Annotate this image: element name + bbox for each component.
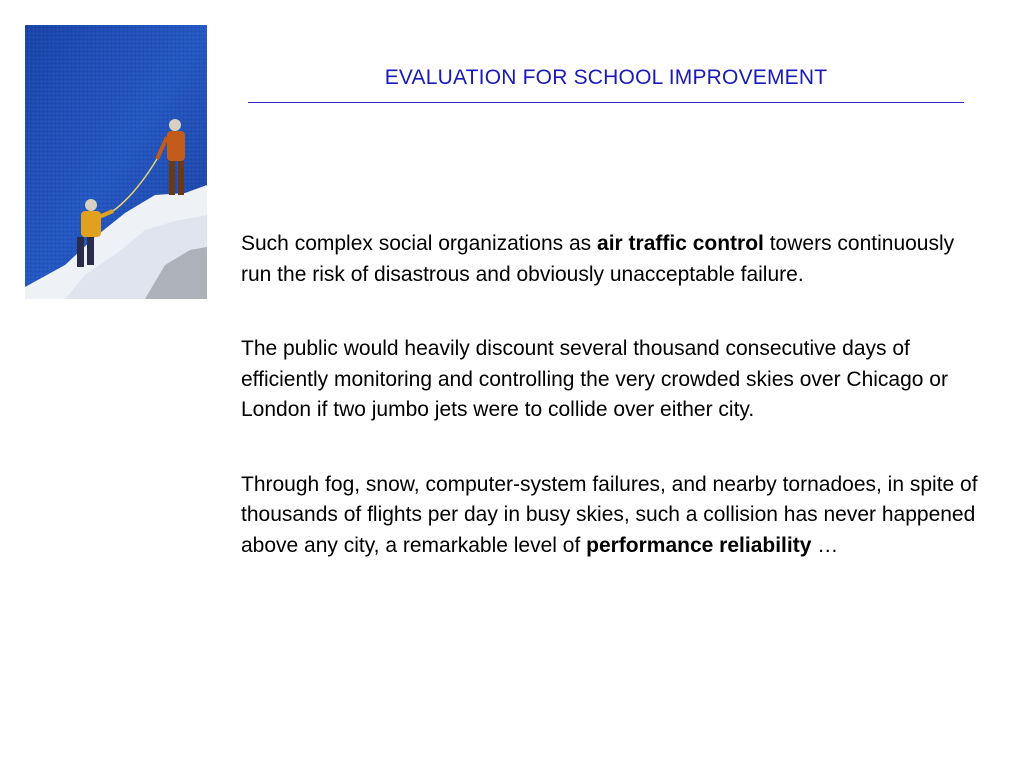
slide-body xyxy=(241,229,981,605)
paragraph-1-text-a: Such complex social organizations as xyxy=(241,232,598,255)
mountain-climbers-photo xyxy=(25,25,207,299)
paragraph-3-emphasis: performance reliability xyxy=(586,533,812,557)
paragraph-3 xyxy=(241,470,981,562)
paragraph-1-emphasis: air traffic control xyxy=(597,232,764,255)
slide-title: EVALUATION FOR SCHOOL IMPROVEMENT xyxy=(384,66,828,89)
climbers-image xyxy=(25,25,207,299)
paragraph-3-text-b: … xyxy=(811,533,839,557)
paragraph-3-text-a: Through fog, snow, computer-system failures, and nearby tornadoes, in spite of thousands of flights per day in busy skies, such a collision has never happened above any city, a remarkable level of xyxy=(241,472,978,557)
paragraph-1 xyxy=(241,229,981,290)
paragraph-2: The public would heavily discount several thousand consecutive days of efficiently monitoring and controlling the very crowded skies over Chicago or London if two jumbo jets were to collide over either city. xyxy=(241,337,948,421)
paragraph-1-text-b: towers continuously run the risk of disastrous and obviously unacceptable failure. xyxy=(241,232,955,286)
title-divider xyxy=(248,102,964,103)
